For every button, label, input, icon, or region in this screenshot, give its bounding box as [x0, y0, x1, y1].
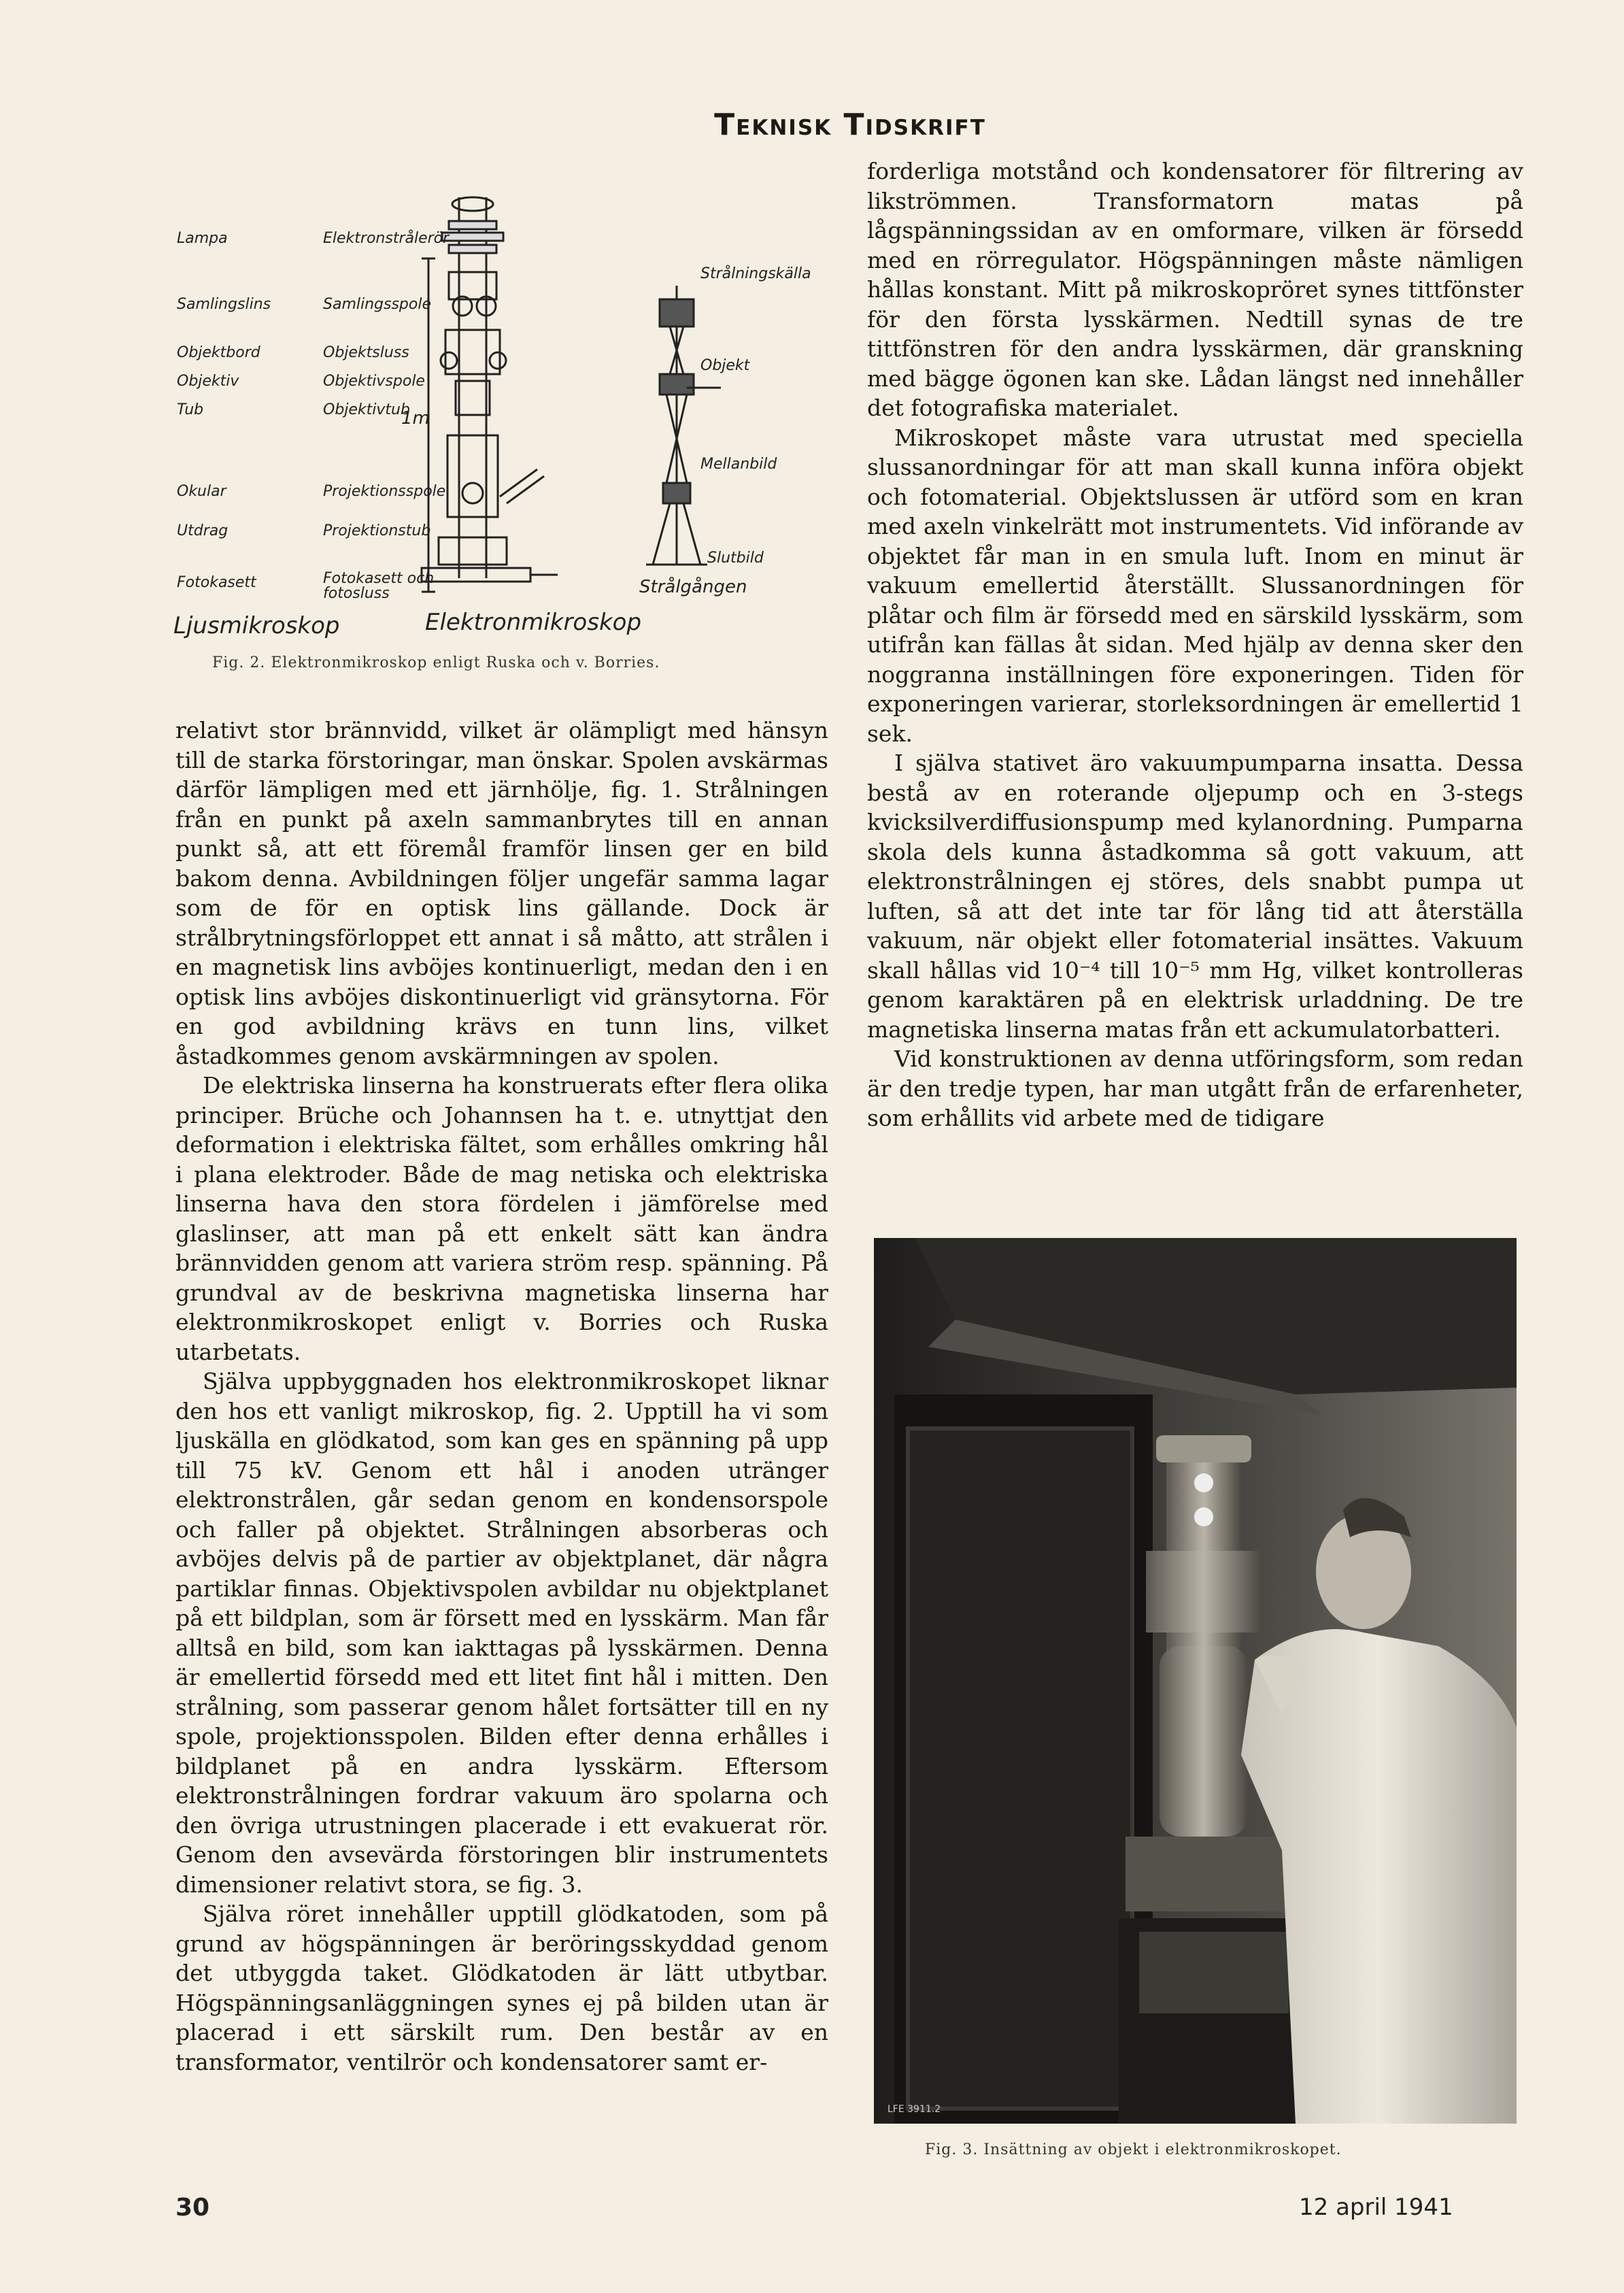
paragraph: Själva uppbyggnaden hos elektronmikroskopet liknar den hos ett vanligt mikroskop, fig. 2. Upptill ha vi som ljuskälla en glödkatod, som kan ges en spänning på upp till 75 kV. Genom ett hål i anoden utränger elektronstrålen, går sedan genom en kondensorspole och faller på objektet. Strålningen absorberas och avböjes delvis på de partier av objektplanet, där några partiklar finnas. Objektivspolen avbildar nu objektplanet på ett bildplan, som är försett med en lysskärm. Man får alltså en bild, som kan iakttagas på lysskärmen. Denna är emellertid försedd med ett litet fint hål i mitten. Den strålning, som passerar genom hålet fortsätter till en ny spole, projektionsspolen. Bilden efter denna erhålles i bildplanet på en andra lysskärm. Eftersom elektronstrålningen fordrar vakuum äro spolarna och den övriga utrustningen placerade i ett evakuerat rör. Genom den avsevärda förstoringen blir instrumentets dimensioner relativt stora, se fig. 3. [175, 1368, 828, 1898]
label-projektionstub: Projektionstub [323, 522, 431, 539]
paragraph: I själva stativet äro vakuumpumparna insatta. Dessa bestå av en roterande oljepump och en 3-stegs kvicksilverdiffusionspump med kylanordning. Pumparna skola dels kunna åstadkomma så gott vakuum, att elektronstrålningen ej störes, dels snabbt pumpa ut luften, så att det inte tar för lång tid att återställa vakuum, när objekt eller fotomaterial insättes. Vakuum skall hållas vid 10⁻⁴ till 10⁻⁵ mm Hg, vilket kontrolleras genom karaktären på en elektrisk urladdning. De tre magnetiska linserna matas från ett ackumulatorbatteri. [867, 750, 1523, 1043]
journal-title: Teknisk Tidskrift [714, 107, 986, 142]
figure-2-diagram [163, 184, 811, 653]
paragraph: De elektriska linserna ha konstruerats efter flera olika principer. Brüche och Johannsen ha t. e. utnyttjat den deformation i elektriska fältet, som erhålles omkring hål i plana elektroder. Både de mag netiska och elektriska linserna hava den stora fördelen i jämförelse med glaslinser, att man på ett enkelt sätt kan ändra brännvidden genom att variera ström resp. spänning. På grundval av de beskrivna magnetiska linserna har elektronmikroskopet enligt v. Borries och Ruska utarbetats. [175, 1072, 828, 1365]
label-mellanbild: Mellanbild [700, 456, 777, 473]
label-utdrag: Utdrag [177, 522, 229, 539]
label-elektronmikroskop: Elektronmikroskop [425, 609, 642, 636]
label-okular: Okular [177, 483, 226, 500]
paragraph: Mikroskopet måste vara utrustat med speciella slussanordningar för att man skall kunna införa objekt och fotomaterial. Objektslussen är utförd som en kran med axeln vinkelrätt mot instrumentets. Vid införande av objektet får man in en smula luft. Inom en minut är vakuum emellertid återställt. Slussanordningen för plåtar och film är försedd med en särskild lysskärm, som utifrån kan fällas åt sidan. Med hjälp av denna sker den noggranna inställningen före exponeringen. Tiden för exponeringen varierar, storleksordningen är emellertid 1 sek. [867, 424, 1523, 747]
label-stralningskalla: Strålningskälla [700, 265, 811, 282]
right-text-column [867, 156, 1523, 1133]
label-objektivtub: Objektivtub [323, 401, 410, 418]
issue-date: 12 april 1941 [1299, 2194, 1453, 2221]
electron-microscope-photo [874, 1238, 1517, 2124]
label-stralgangen: Strålgången [639, 577, 747, 597]
label-elektronstralerör: Elektronstrålerör [323, 230, 450, 247]
label-lampa: Lampa [177, 230, 228, 247]
label-scale: 1m [401, 408, 430, 429]
label-objektiv: Objektiv [177, 373, 239, 390]
label-objektsluss: Objektsluss [323, 344, 409, 361]
figure-3-photo [874, 1238, 1517, 2124]
label-objektbord: Objektbord [177, 344, 260, 361]
label-fotokasett-och: Fotokasett och [323, 570, 435, 587]
paragraph: Själva röret innehåller upptill glödkatoden, som på grund av högspänningen är beröringsskyddad genom det utbyggda taket. Glödkatoden är lätt utbytbar. Högspänningsanläggningen synes ej på bilden utan är placerad i ett särskilt rum. Den består av en transformator, ventilrör och kondensatorer samt er- [175, 1901, 828, 2075]
label-fotokasett: Fotokasett [177, 574, 256, 591]
label-ljusmikroskop: Ljusmikroskop [173, 612, 340, 639]
label-samlingsspole: Samlingsspole [323, 296, 432, 313]
page-number: 30 [175, 2194, 210, 2222]
label-fotosluss: fotosluss [323, 585, 390, 602]
label-slutbild: Slutbild [707, 550, 764, 567]
paragraph: forderliga motstånd och kondensatorer för filtrering av likströmmen. Transformatorn matas på lågspänningssidan av en omformare, vilken är försedd med en rörregulator. Högspänningen måste nämligen hållas konstant. Mitt på mikroskopröret synes tittfönster för den första lysskärmen. Nedtill synas de tre tittfönstren för den andra lysskärmen, där granskning med bägge ögonen kan ske. Lådan längst ned innehåller det fotografiska materialet. [867, 158, 1523, 421]
label-samlingslins: Samlingslins [177, 296, 271, 313]
label-objekt: Objekt [700, 357, 750, 374]
paragraph: relativt stor brännvidd, vilket är olämpligt med hänsyn till de starka förstoringar, man önskar. Spolen avskärmas därför lämpligen med ett järnhölje, fig. 1. Strålningen från en punkt på axeln sammanbrytes till en annan punkt så, att ett föremål framför linsen ger en bild bakom denna. Avbildningen följer ungefär samma lagar som de för en optisk lins gällande. Dock är strålbrytningsförloppet ett annat i så måtto, att strålen i en magnetisk lins avböjes kontinuerligt, medan den i en optisk lins avböjes diskontinuerligt vid gränsytorna. För en god avbildning krävs en tunn lins, vilket åstadkommes genom avskärmningen av spolen. [175, 717, 828, 1069]
label-objektivspole: Objektivspole [323, 373, 425, 390]
figure-3-caption: Fig. 3. Insättning av objekt i elektronmikroskopet. [925, 2141, 1342, 2158]
figure-2-caption: Fig. 2. Elektronmikroskop enligt Ruska och v. Borries. [212, 654, 660, 671]
label-projektionsspole: Projektionsspole [323, 483, 446, 500]
paragraph: Vid konstruktionen av denna utföringsform, som redan är den tredje typen, har man utgått från de erfarenheter, som erhållits vid arbete med de tidigare [867, 1045, 1523, 1131]
photo-stamp: LFE 3911.2 [887, 2104, 941, 2115]
left-text-column [175, 716, 828, 2077]
label-tub: Tub [177, 401, 204, 418]
